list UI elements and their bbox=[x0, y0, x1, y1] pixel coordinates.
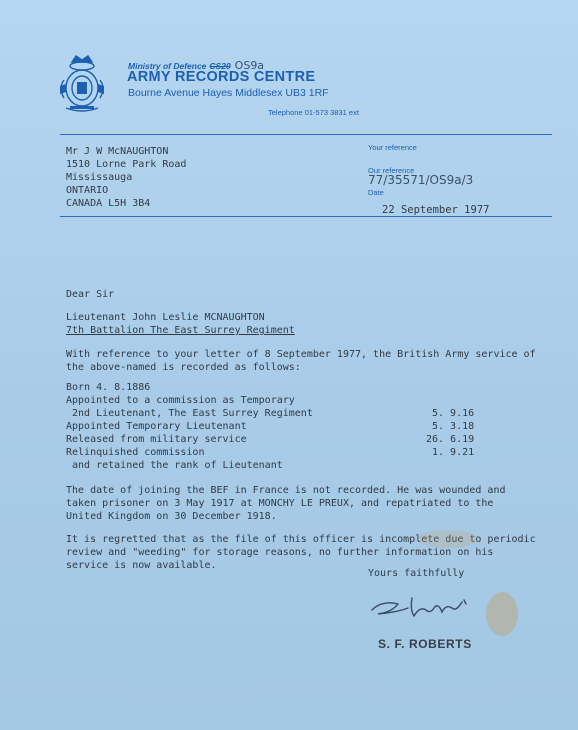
record-date: 26. 6.19 bbox=[426, 434, 475, 445]
date-value: 22 September 1977 bbox=[382, 204, 490, 216]
your-reference-label: Your reference bbox=[368, 143, 417, 152]
paper-stain bbox=[418, 530, 478, 548]
recipient-line-5: CANADA L5H 3B4 bbox=[66, 198, 151, 209]
recipient-line-3: Mississauga bbox=[66, 172, 133, 183]
record-date: 1. 9.21 bbox=[432, 447, 475, 458]
office-telephone: Telephone 01-573 3831 ext bbox=[268, 108, 359, 117]
date-label: Date bbox=[368, 188, 384, 197]
our-reference-label: Our reference bbox=[368, 166, 415, 175]
signatory-name: S. F. ROBERTS bbox=[378, 637, 472, 651]
recipient-line-2: 1510 Lorne Park Road bbox=[66, 159, 187, 170]
ministry-handwritten-code: OS9a bbox=[234, 59, 265, 72]
paragraph-3-line-2: review and "weeding" for storage reasons, no further information on his bbox=[66, 547, 494, 558]
record-line: and retained the rank of Lieutenant bbox=[66, 460, 283, 471]
paragraph-1-line-2: the above-named is recorded as follows: bbox=[66, 362, 301, 373]
handwritten-signature bbox=[368, 590, 518, 626]
record-line: Appointed Temporary Lieutenant bbox=[66, 421, 247, 432]
ministry-struck-code: CS20 bbox=[209, 61, 231, 71]
record-date: 5. 3.18 bbox=[432, 421, 475, 432]
record-line: 2nd Lieutenant, The East Surrey Regiment bbox=[66, 408, 313, 419]
office-name: ARMY RECORDS CENTRE bbox=[127, 69, 316, 85]
record-line: Born 4. 8.1886 bbox=[66, 382, 151, 393]
paragraph-2-line-2: taken prisoner on 3 May 1917 at MONCHY LE PREUX, and repatriated to the bbox=[66, 498, 494, 509]
ministry-prefix: Ministry of Defence bbox=[128, 61, 207, 71]
subject-regiment: 7th Battalion The East Surrey Regiment bbox=[66, 325, 295, 336]
record-line: Relinquished commission bbox=[66, 447, 205, 458]
closing: Yours faithfully bbox=[368, 568, 465, 579]
office-address: Bourne Avenue Hayes Middlesex UB3 1RF bbox=[128, 87, 329, 99]
record-date: 5. 9.16 bbox=[432, 408, 475, 419]
paragraph-2-line-3: United Kingdom on 30 December 1918. bbox=[66, 511, 277, 522]
our-reference-value: 77/35571/OS9a/3 bbox=[368, 173, 474, 187]
record-line: Released from military service bbox=[66, 434, 247, 445]
header-divider bbox=[60, 134, 552, 135]
paragraph-2-line-1: The date of joining the BEF in France is not recorded. He was wounded and bbox=[66, 485, 506, 496]
record-line: Appointed to a commission as Temporary bbox=[66, 395, 295, 406]
recipient-line-1: Mr J W McNAUGHTON bbox=[66, 146, 169, 157]
reference-divider bbox=[60, 216, 552, 217]
salutation: Dear Sir bbox=[66, 289, 115, 300]
recipient-line-4: ONTARIO bbox=[66, 185, 109, 196]
subject-officer: Lieutenant John Leslie MCNAUGHTON bbox=[66, 312, 265, 323]
paragraph-3-line-1: It is regretted that as the file of this officer is incomplete due to periodic bbox=[66, 534, 536, 545]
paragraph-3-line-3: service is now available. bbox=[66, 560, 217, 571]
paragraph-1-line-1: With reference to your letter of 8 September 1977, the British Army service of bbox=[66, 349, 536, 360]
royal-crest-icon bbox=[56, 54, 108, 116]
